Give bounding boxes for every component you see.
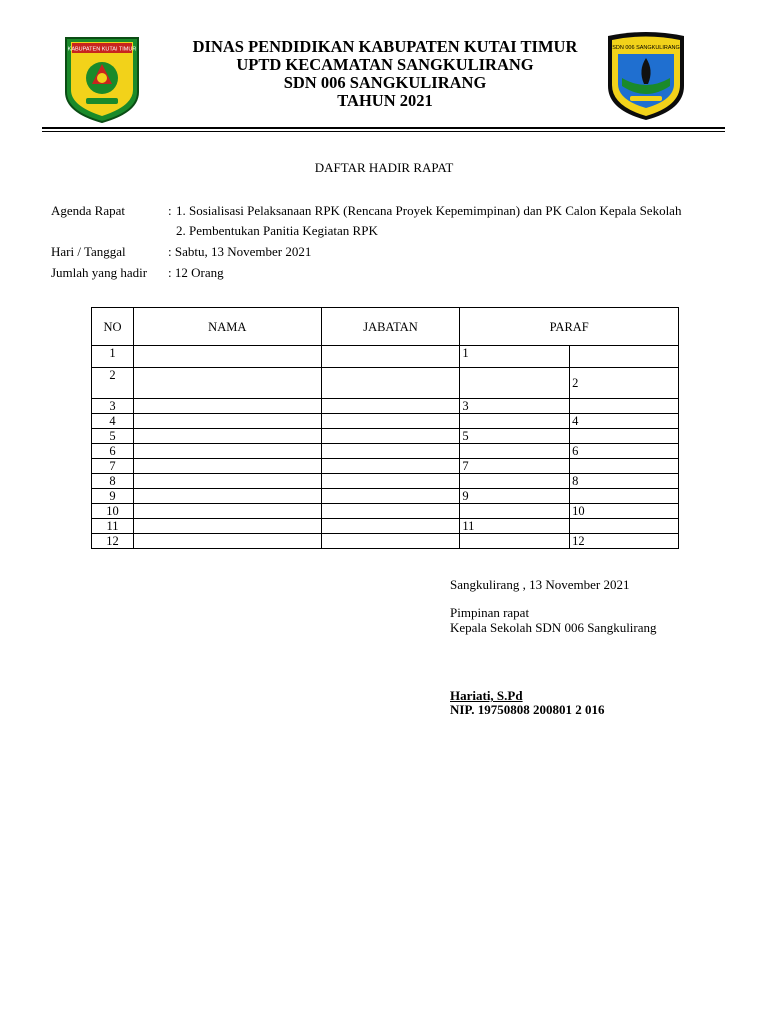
- signature-place-date: Sangkulirang , 13 November 2021: [450, 577, 630, 592]
- row-nama-cell: [133, 519, 321, 534]
- row-number: 4: [92, 414, 134, 429]
- row-number: 7: [92, 459, 134, 474]
- row-paraf-right: [570, 459, 679, 474]
- agenda-item-1: 1. Sosialisasi Pelaksanaan RPK (Rencana Proyek Kepemimpinan) dan PK Calon Kepala Sekolah: [176, 203, 682, 218]
- row-nama-cell: [133, 444, 321, 459]
- row-paraf-right: 10: [570, 504, 679, 519]
- row-number: 5: [92, 429, 134, 444]
- row-jabatan-cell: [321, 519, 460, 534]
- agenda-item-2: 2. Pembentukan Panitia Kegiatan RPK: [176, 223, 378, 238]
- row-jabatan-cell: [321, 429, 460, 444]
- row-jabatan-cell: [321, 534, 460, 549]
- row-number: 10: [92, 504, 134, 519]
- row-number: 1: [92, 346, 134, 368]
- table-row: [92, 489, 679, 504]
- row-paraf-right: 4: [570, 414, 679, 429]
- row-paraf-left: [460, 444, 570, 459]
- row-jabatan-cell: [321, 414, 460, 429]
- row-nama-cell: [133, 414, 321, 429]
- letterhead-line-3: SDN 006 SANGKULIRANG: [283, 73, 487, 92]
- header-nama: NAMA: [133, 308, 321, 346]
- agenda-colon: :: [168, 203, 172, 218]
- logo-left-text: KABUPATEN KUTAI TIMUR: [67, 46, 137, 53]
- agenda-label: Agenda Rapat: [51, 203, 126, 218]
- signature-role-1: Pimpinan rapat: [450, 605, 530, 620]
- letterhead-line-4: TAHUN 2021: [337, 91, 433, 110]
- letterhead-rule-thin: [42, 131, 725, 132]
- signature-role-2: Kepala Sekolah SDN 006 Sangkulirang: [450, 620, 657, 635]
- row-paraf-right: [570, 399, 679, 414]
- letterhead-line-1: DINAS PENDIDIKAN KABUPATEN KUTAI TIMUR: [192, 37, 578, 56]
- row-jabatan-cell: [321, 489, 460, 504]
- header-jabatan: JABATAN: [321, 308, 460, 346]
- attendance-table: [91, 307, 679, 549]
- row-number: 9: [92, 489, 134, 504]
- date-label: Hari / Tanggal: [51, 244, 126, 259]
- row-paraf-left: 3: [460, 399, 570, 414]
- table-row: [92, 346, 679, 368]
- table-row: [92, 368, 679, 399]
- row-nama-cell: [133, 459, 321, 474]
- row-paraf-left: 7: [460, 459, 570, 474]
- row-number: 11: [92, 519, 134, 534]
- date-value: : Sabtu, 13 November 2021: [168, 244, 312, 259]
- header-no: NO: [92, 308, 134, 346]
- row-number: 8: [92, 474, 134, 489]
- row-paraf-right: [570, 519, 679, 534]
- row-paraf-left: 1: [460, 346, 570, 368]
- row-paraf-left: 9: [460, 489, 570, 504]
- table-row: [92, 534, 679, 549]
- table-row: [92, 429, 679, 444]
- signature-name: Hariati, S.Pd: [450, 688, 523, 703]
- row-nama-cell: [133, 489, 321, 504]
- row-number: 6: [92, 444, 134, 459]
- letterhead-rule-thick: [42, 127, 725, 129]
- row-number: 2: [92, 368, 134, 399]
- row-jabatan-cell: [321, 474, 460, 489]
- row-paraf-right: 12: [570, 534, 679, 549]
- letterhead-line-2: UPTD KECAMATAN SANGKULIRANG: [236, 55, 534, 74]
- letterhead: [140, 38, 630, 110]
- row-nama-cell: [133, 368, 321, 399]
- row-nama-cell: [133, 474, 321, 489]
- table-row: [92, 444, 679, 459]
- row-nama-cell: [133, 429, 321, 444]
- row-paraf-right: [570, 346, 679, 368]
- row-nama-cell: [133, 534, 321, 549]
- row-jabatan-cell: [321, 399, 460, 414]
- row-paraf-right: 6: [570, 444, 679, 459]
- row-paraf-left: [460, 414, 570, 429]
- row-number: 12: [92, 534, 134, 549]
- row-nama-cell: [133, 399, 321, 414]
- row-jabatan-cell: [321, 444, 460, 459]
- row-paraf-left: 11: [460, 519, 570, 534]
- row-paraf-right: [570, 489, 679, 504]
- table-row: [92, 459, 679, 474]
- row-paraf-right: 2: [570, 368, 679, 399]
- signature-nip: NIP. 19750808 200801 2 016: [450, 702, 605, 717]
- row-nama-cell: [133, 346, 321, 368]
- row-paraf-left: 5: [460, 429, 570, 444]
- count-label: Jumlah yang hadir: [51, 265, 148, 280]
- table-row: [92, 504, 679, 519]
- page-title: DAFTAR HADIR RAPAT: [314, 160, 454, 175]
- table-row: [92, 399, 679, 414]
- header-paraf: PARAF: [460, 308, 679, 346]
- row-paraf-left: [460, 504, 570, 519]
- row-paraf-left: [460, 534, 570, 549]
- table-row: [92, 474, 679, 489]
- row-paraf-right: [570, 429, 679, 444]
- row-jabatan-cell: [321, 346, 460, 368]
- row-jabatan-cell: [321, 459, 460, 474]
- row-jabatan-cell: [321, 368, 460, 399]
- row-paraf-left: [460, 368, 570, 399]
- row-nama-cell: [133, 504, 321, 519]
- row-paraf-right: 8: [570, 474, 679, 489]
- count-value: : 12 Orang: [168, 265, 224, 280]
- row-paraf-left: [460, 474, 570, 489]
- logo-right-text: SDN 006 SANGKULIRANG: [612, 45, 680, 51]
- table-header-row: [92, 308, 679, 346]
- row-number: 3: [92, 399, 134, 414]
- row-jabatan-cell: [321, 504, 460, 519]
- table-row: [92, 519, 679, 534]
- kutai-timur-logo: [62, 34, 142, 124]
- table-row: [92, 414, 679, 429]
